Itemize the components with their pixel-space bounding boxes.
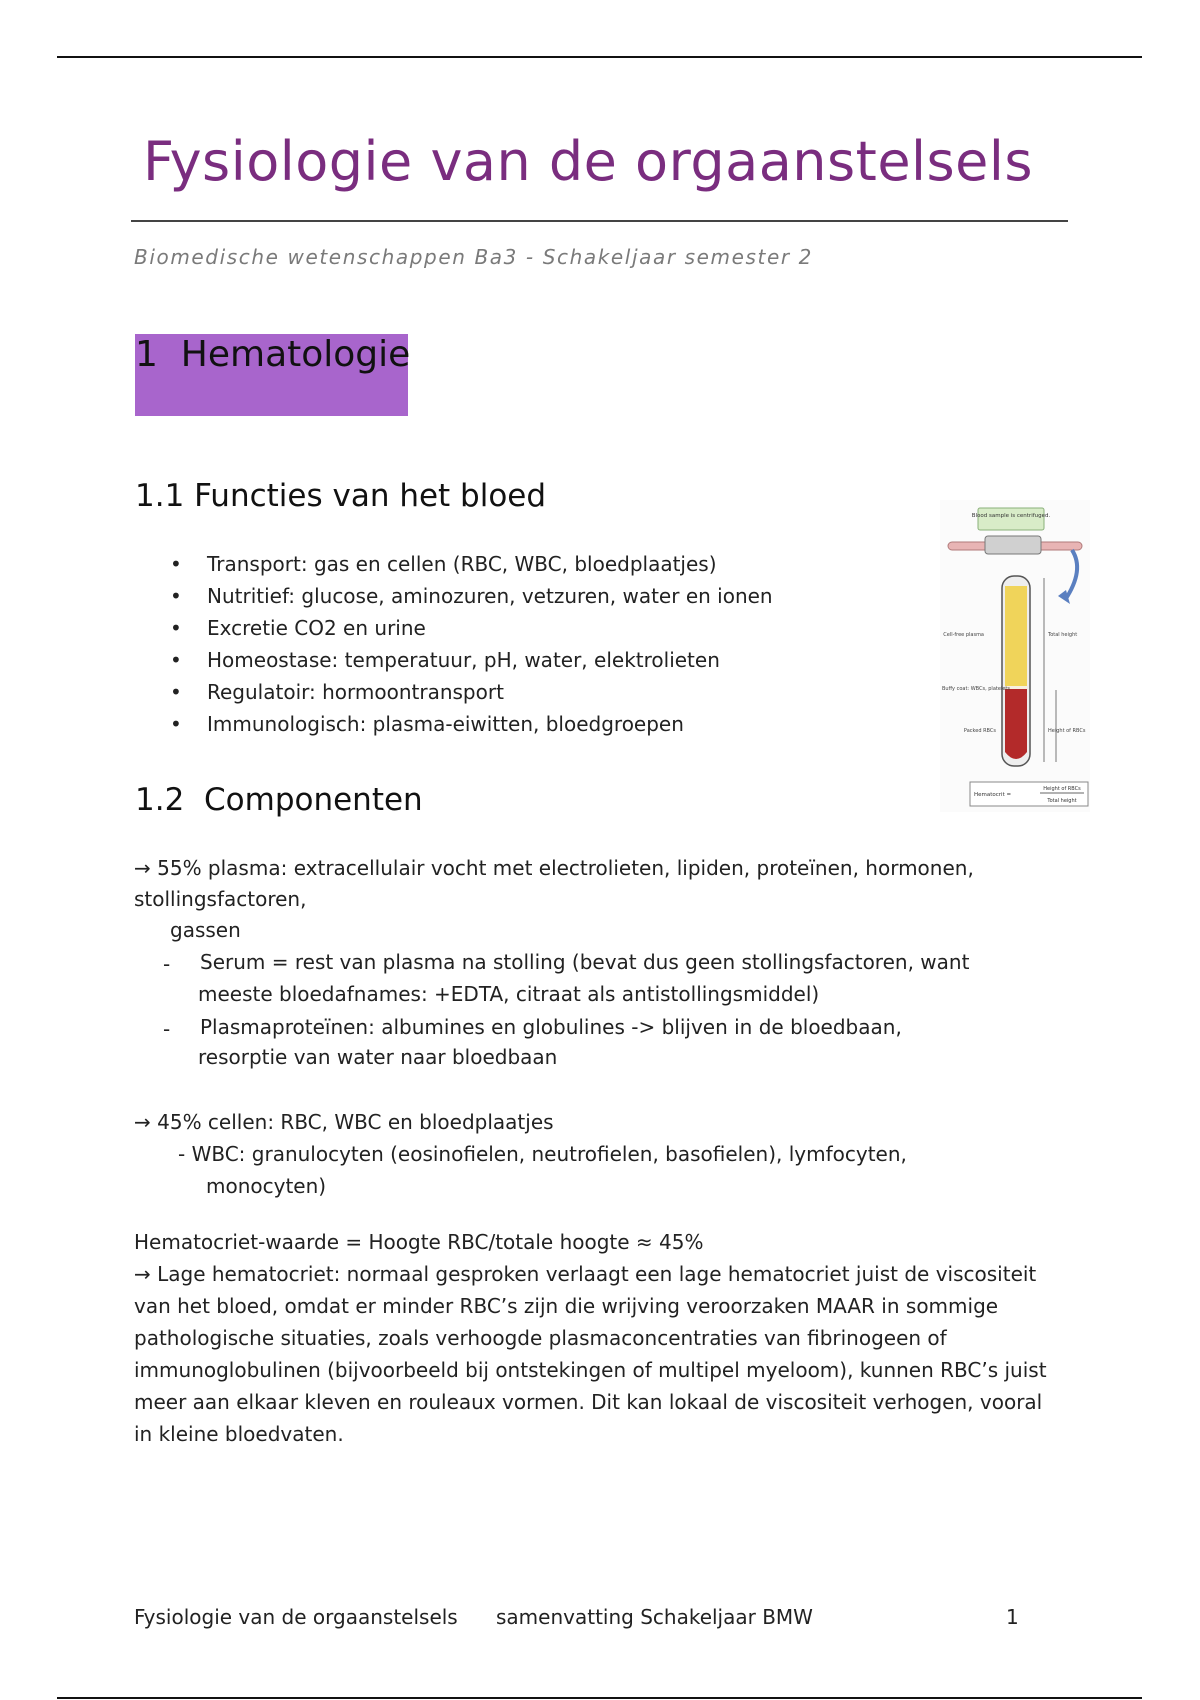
figure-label: Buffy coat: WBCs, platelets [942, 686, 1010, 692]
document-title: Fysiologie van de orgaanstelsels [143, 130, 1034, 193]
list-item: • Excretie CO2 en urine [170, 612, 773, 644]
hematocrit-line: Hematocriet-waarde = Hoogte RBC/totale hoogte ≈ 45% [134, 1230, 704, 1254]
paragraph-line: → Lage hematocriet: normaal gesproken verlaagt een lage hematocriet juist de viscositeit [134, 1262, 1037, 1286]
list-item: • Homeostase: temperatuur, pH, water, elektrolieten [170, 644, 773, 676]
figure-label: Hematocrit = [974, 792, 1012, 798]
proteins-line: resorptie van water naar bloedbaan [198, 1045, 558, 1069]
bottom-rule [57, 1697, 1142, 1699]
figure-label: Packed RBCs [963, 728, 996, 734]
paragraph-line: meer aan elkaar kleven en rouleaux vormen. Dit kan lokaal de viscositeit verhogen, vooral [134, 1390, 1043, 1414]
figure-label: Cell-free plasma [943, 632, 984, 638]
serum-line: Serum = rest van plasma na stolling (bevat dus geen stollingsfactoren, want [200, 950, 970, 974]
figure-label: Total height [1047, 798, 1077, 804]
cells-line: → 45% cellen: RBC, WBC en bloedplaatjes [134, 1110, 554, 1134]
title-underline [131, 220, 1068, 222]
wbc-line: - WBC: granulocyten (eosinofielen, neutrofielen, basofielen), lymfocyten, [178, 1142, 907, 1166]
paragraph-line: pathologische situaties, zoals verhoogde plasmaconcentraties van fibrinogeen of [134, 1326, 947, 1350]
plasma-layer [1005, 586, 1027, 686]
footer-left: Fysiologie van de orgaanstelsels [134, 1605, 458, 1629]
list-item: • Immunologisch: plasma-eiwitten, bloedgroepen [170, 708, 773, 740]
proteins-line: Plasmaproteïnen: albumines en globulines -> blijven in de bloedbaan, [200, 1015, 902, 1039]
figure-label: Height of RBCs [1048, 728, 1086, 734]
paragraph-line: van het bloed, omdat er minder RBC’s zijn die wrijving veroorzaken MAAR in sommige [134, 1294, 999, 1318]
figure-label: Blood sample is centrifuged. [971, 513, 1051, 519]
section-heading-hematologie: 1 Hematologie [135, 334, 411, 375]
top-rule [57, 56, 1142, 58]
serum-line: meeste bloedafnames: +EDTA, citraat als antistollingsmiddel) [198, 982, 820, 1006]
paragraph-line: immunoglobulinen (bijvoorbeeld bij ontstekingen of multipel myeloom), kunnen RBC’s juist [134, 1358, 1047, 1382]
plasma-line: stollingsfactoren, [134, 887, 307, 911]
plasma-line: → 55% plasma: extracellulair vocht met electrolieten, lipiden, proteïnen, hormonen, [134, 856, 974, 880]
page-number: 1 [1006, 1605, 1019, 1629]
footer-center: samenvatting Schakeljaar BMW [496, 1605, 813, 1629]
wbc-line: monocyten) [206, 1174, 327, 1198]
functions-list [170, 548, 773, 740]
list-item: • Transport: gas en cellen (RBC, WBC, bloedplaatjes) [170, 548, 773, 580]
list-dash: - [163, 952, 171, 976]
figure-label: Height of RBCs [1043, 786, 1081, 792]
plasma-line: gassen [170, 918, 241, 942]
document-subtitle: Biomedische wetenschappen Ba3 - Schakeljaar semester 2 [134, 245, 813, 269]
rbc-layer [1005, 689, 1027, 759]
list-item: • Nutritief: glucose, aminozuren, vetzuren, water en ionen [170, 580, 773, 612]
section-heading-functies: 1.1 Functies van het bloed [135, 478, 547, 514]
figure-label-box [978, 508, 1044, 530]
hematocrit-tube-figure [940, 500, 1090, 812]
list-item: • Regulatoir: hormoontransport [170, 676, 773, 708]
figure-label: Total height [1048, 632, 1078, 638]
list-dash: - [163, 1017, 171, 1041]
centrifuge-head [985, 536, 1041, 554]
section-heading-componenten: 1.2 Componenten [135, 782, 423, 818]
paragraph-line: in kleine bloedvaten. [134, 1422, 344, 1446]
